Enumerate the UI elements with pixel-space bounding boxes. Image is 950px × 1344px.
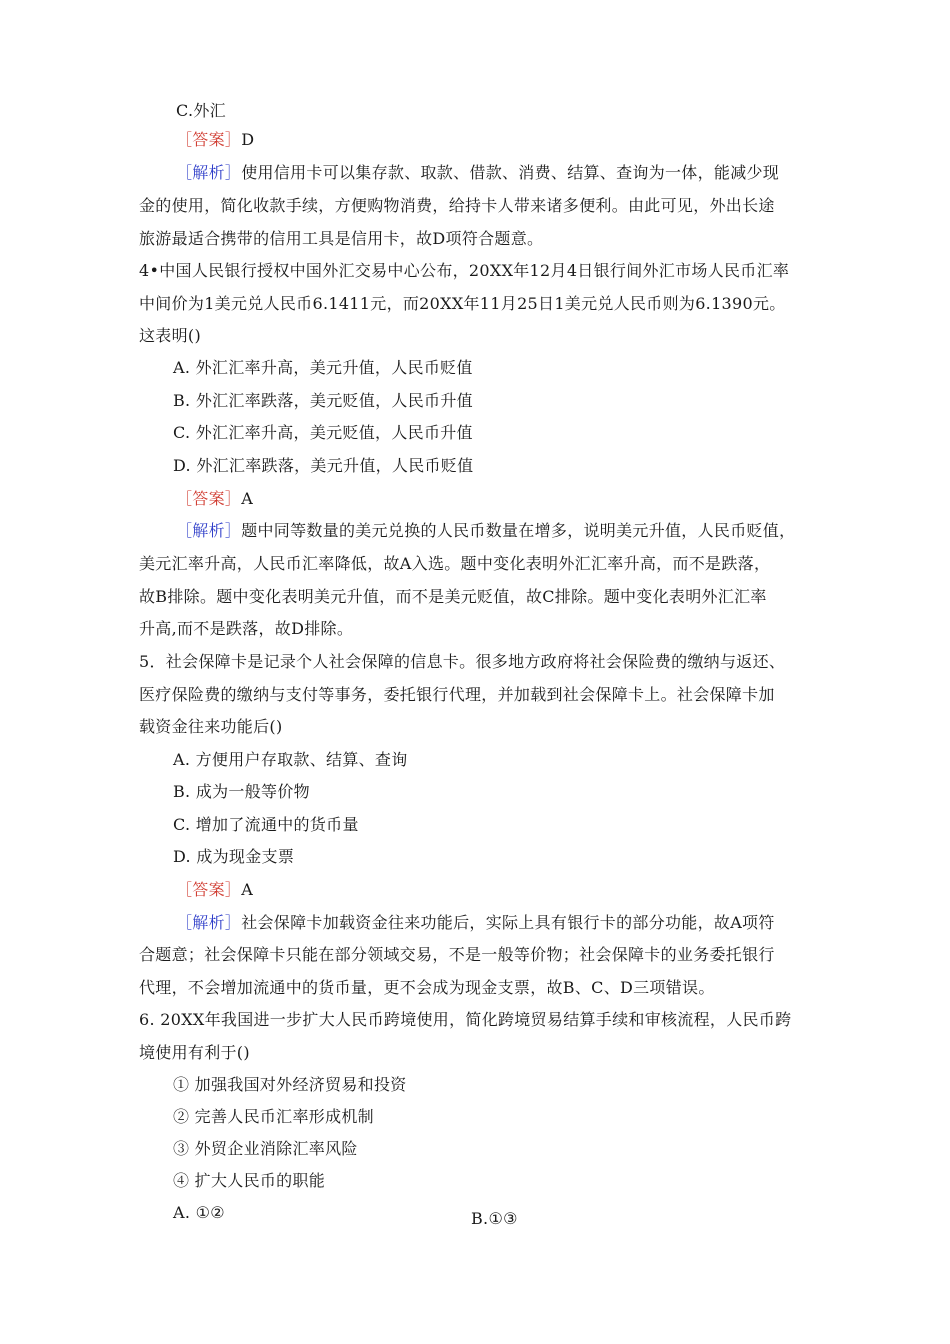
analysis-text: 使用信用卡可以集存款、取款、借款、消费、结算、查询为一体，能减少现 <box>241 163 780 182</box>
q4-option-a: A. 外汇汇率升高，美元升值，人民币贬值 <box>173 358 473 377</box>
analysis-text: 社会保障卡加载资金往来功能后，实际上具有银行卡的部分功能，故A项符 <box>241 913 775 932</box>
q5-analysis-line-1 <box>176 912 775 934</box>
answer-value: A <box>241 880 254 899</box>
answer-tag: ［答案］ <box>176 880 242 899</box>
q3-answer <box>176 129 254 151</box>
q3-analysis-line-2: 金的使用，简化收款手续，方便购物消费，给持卡人带来诸多便利。由此可见，外出长途 <box>139 196 775 215</box>
q4-analysis-line-3: 故B排除。题中变化表明美元升值，而不是美元贬值，故C排除。题中变化表明外汇汇率 <box>139 587 767 606</box>
q5-stem-line-2: 医疗保险费的缴纳与支付等事务，委托银行代理，并加载到社会保障卡上。社会保障卡加 <box>139 685 775 704</box>
q6-stem-line-1: 6. 20XX年我国进一步扩大人民币跨境使用，简化跨境贸易结算手续和审核流程，人民币跨 <box>139 1010 792 1029</box>
answer-value: D <box>241 130 255 149</box>
q3-option-c: C.外汇 <box>176 101 226 120</box>
q6-statement-1: ① 加强我国对外经济贸易和投资 <box>173 1075 407 1094</box>
q4-option-c: C. 外汇汇率升高，美元贬值，人民币升值 <box>173 423 473 442</box>
q4-analysis-line-2: 美元汇率升高，人民币汇率降低，故A入选。题中变化表明外汇汇率升高，而不是跌落， <box>139 554 771 573</box>
q6-option-a: A. ①② <box>173 1203 225 1222</box>
q3-analysis-line-3: 旅游最适合携带的信用工具是信用卡，故D项符合题意。 <box>139 229 544 248</box>
q4-analysis-line-1 <box>176 520 795 542</box>
q5-option-c: C. 增加了流通中的货币量 <box>173 815 359 834</box>
q4-option-b: B. 外汇汇率跌落，美元贬值，人民币升值 <box>173 391 473 410</box>
q5-option-a: A. 方便用户存取款、结算、查询 <box>173 750 408 769</box>
q3-analysis-line-1 <box>176 162 779 184</box>
q5-stem-line-1: 5．社会保障卡是记录个人社会保障的信息卡。很多地方政府将社会保险费的缴纳与返还、 <box>139 652 786 671</box>
q4-analysis-line-4: 升高,而不是跌落，故D排除。 <box>139 619 354 638</box>
answer-tag: ［答案］ <box>176 489 242 508</box>
analysis-tag: ［解析］ <box>176 521 242 540</box>
q5-analysis-line-3: 代理，不会增加流通中的货币量，更不会成为现金支票，故B、C、D三项错误。 <box>139 978 715 997</box>
analysis-text: 题中同等数量的美元兑换的人民币数量在增多，说明美元升值，人民币贬值， <box>241 521 796 540</box>
q5-answer <box>176 879 253 901</box>
q5-stem-line-3: 载资金往来功能后() <box>139 717 283 736</box>
q6-option-b: B.①③ <box>471 1209 518 1228</box>
q4-option-d: D. 外汇汇率跌落，美元升值，人民币贬值 <box>173 456 474 475</box>
q4-stem-line-2: 中间价为1美元兑人民币6.1411元，而20XX年11月25日1美元兑人民币则为6.1390元。 <box>139 294 786 313</box>
answer-tag: ［答案］ <box>176 130 242 149</box>
q5-option-d: D. 成为现金支票 <box>173 847 295 866</box>
q4-stem-line-1: 4•中国人民银行授权中国外汇交易中心公布，20XX年12月4日银行间外汇市场人民币汇率 <box>139 261 790 280</box>
q6-stem-line-2: 境使用有利于() <box>139 1043 250 1062</box>
analysis-tag: ［解析］ <box>176 163 242 182</box>
analysis-tag: ［解析］ <box>176 913 242 932</box>
answer-value: A <box>241 489 254 508</box>
q4-stem-line-3: 这表明() <box>139 326 201 345</box>
q6-statement-4: ④ 扩大人民币的职能 <box>173 1171 326 1190</box>
q5-option-b: B. 成为一般等价物 <box>173 782 310 801</box>
q4-answer <box>176 488 253 510</box>
q6-statement-2: ② 完善人民币汇率形成机制 <box>173 1107 374 1126</box>
q6-statement-3: ③ 外贸企业消除汇率风险 <box>173 1139 358 1158</box>
q5-analysis-line-2: 合题意；社会保障卡只能在部分领域交易，不是一般等价物；社会保障卡的业务委托银行 <box>139 945 775 964</box>
